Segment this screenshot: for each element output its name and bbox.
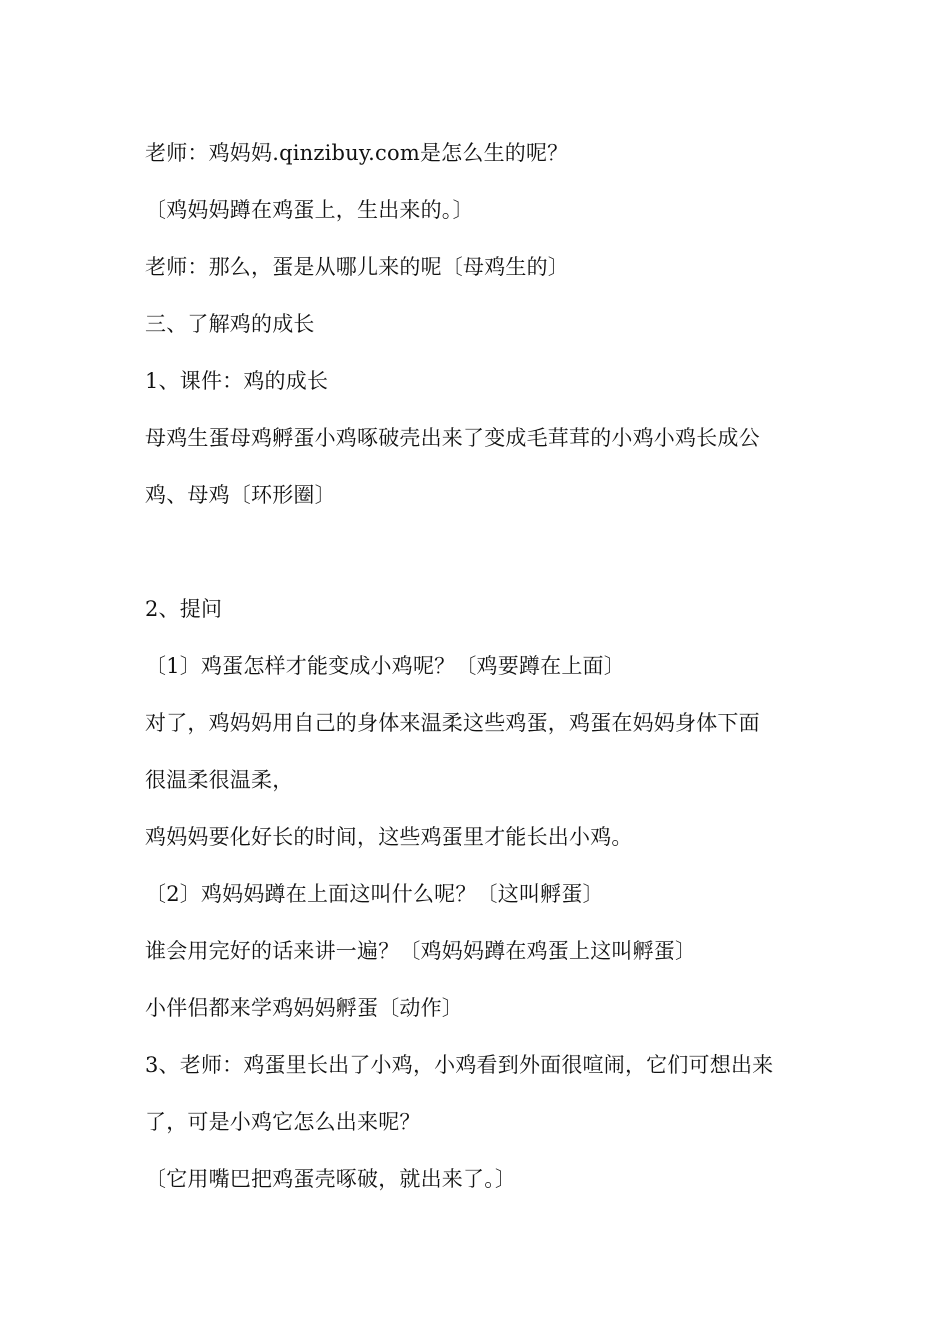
text-line: 鸡妈妈要化好长的时间，这些鸡蛋里才能长出小鸡。: [145, 825, 633, 849]
text-line: 老师：那么，蛋是从哪儿来的呢〔母鸡生的〕: [145, 255, 569, 279]
text-line: 对了，鸡妈妈用自己的身体来温柔这些鸡蛋，鸡蛋在妈妈身体下面: [145, 711, 760, 735]
text-line: 小伴侣都来学鸡妈妈孵蛋〔动作〕: [145, 996, 463, 1020]
section-heading: 三、了解鸡的成长: [145, 312, 315, 336]
text-line: 1、课件：鸡的成长: [145, 369, 329, 393]
text-line: 老师：鸡妈妈.qinzibuy.com是怎么生的呢？: [145, 141, 569, 165]
text-line: 母鸡生蛋母鸡孵蛋小鸡啄破壳出来了变成毛茸茸的小鸡小鸡长成公: [145, 426, 760, 450]
text-line: 谁会用完好的话来讲一遍？〔鸡妈妈蹲在鸡蛋上这叫孵蛋〕: [145, 939, 697, 963]
text-line: 2、提问: [145, 597, 223, 621]
text-line: 〔鸡妈妈蹲在鸡蛋上，生出来的。〕: [145, 198, 474, 222]
text-line: 鸡、母鸡〔环形圈〕: [145, 483, 336, 507]
text-line: 〔2〕鸡妈妈蹲在上面这叫什么呢？〔这叫孵蛋〕: [145, 882, 604, 906]
text-line: 很温柔很温柔，: [145, 768, 294, 792]
text-line: 〔它用嘴巴把鸡蛋壳啄破，就出来了。〕: [145, 1167, 517, 1191]
text-line: 〔1〕鸡蛋怎样才能变成小鸡呢？〔鸡要蹲在上面〕: [145, 654, 625, 678]
text-line: 了，可是小鸡它怎么出来呢？: [145, 1110, 421, 1134]
text-line: 3、老师：鸡蛋里长出了小鸡，小鸡看到外面很喧闹，它们可想出来: [145, 1053, 774, 1077]
